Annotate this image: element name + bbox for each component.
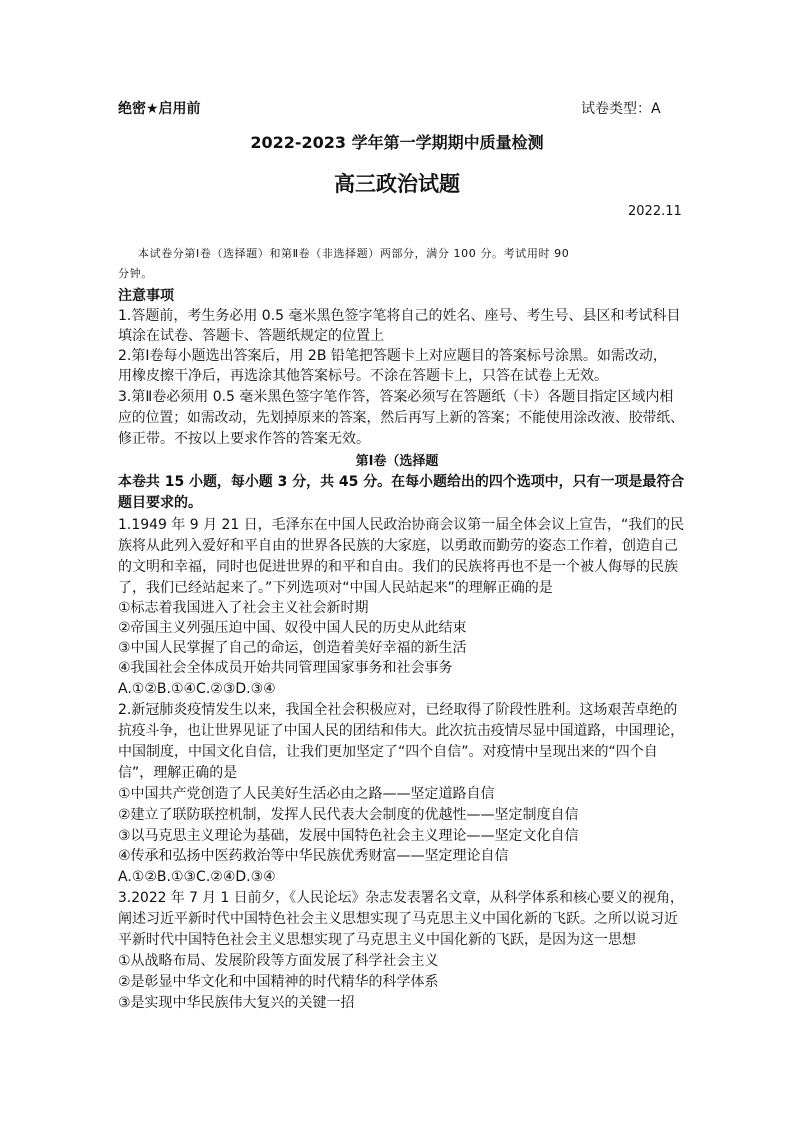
subject-title: 高三政治试题 [334, 172, 460, 196]
notice-line: 3.第Ⅱ卷必须用 0.5 毫米黑色签字笔作答，答案必须写在答题纸（卡）各题目指定区域内相 [118, 389, 674, 405]
notice-line: 2.第Ⅰ卷每小题选出答案后，用 2B 铅笔把答题卡上对应题目的答案标号涂黑。如需改动， [118, 348, 667, 364]
option-line: ④传承和弘扬中医药救治等中华民族优秀财富——坚定理论自信 [118, 848, 509, 864]
section-instruction: 题目要求的。 [118, 495, 202, 511]
question-stem-line: 2.新冠肺炎疫情发生以来，我国全社会积极应对，已经取得了阶段性胜利。这场艰苦卓绝的 [118, 702, 678, 718]
option-line: ③以马克思主义理论为基础，发展中国特色社会主义理论——坚定文化自信 [118, 828, 579, 844]
question-stem-line: 1.1949 年 9 月 21 日，毛泽东在中国人民政治协商会议第一届全体会议上宣告，“我们的民 [118, 517, 685, 533]
notice-line: 修正带。不按以上要求作答的答案无效。 [118, 431, 370, 447]
option-line: ②建立了联防联控机制，发挥人民代表大会制度的优越性——坚定制度自信 [118, 807, 579, 823]
option-line: ②是彰显中华文化和中国精神的时代精华的科学体系 [118, 974, 439, 990]
notice-line: 1.答题前，考生务必用 0.5 毫米黑色签字笔将自己的姓名、座号、考生号、县区和考试科目 [118, 308, 681, 324]
option-line: ①标志着我国进入了社会主义社会新时期 [118, 600, 369, 616]
question-stem-line: 3.2022 年 7 月 1 日前夕，《人民论坛》杂志发表署名文章，从科学体系和核心要义的视角， [118, 890, 684, 906]
question-stem-line: 抗疫斗争，也让世界见证了中国人民的团结和伟大。此次抗击疫情尽显中国道路，中国理论， [118, 723, 684, 739]
question-stem-line: 信”，理解正确的是 [118, 765, 238, 781]
option-line: ①中国共产党创造了人民美好生活必由之路——坚定道路自信 [118, 786, 495, 802]
section-instruction: 本卷共 15 小题，每小题 3 分，共 45 分。在每小题给出的四个选项中，只有一项是最符合 [118, 474, 685, 490]
notice-line: 用橡皮擦干净后，再选涂其他答案标号。不涂在答题卡上，只答在试卷上无效。 [118, 368, 608, 384]
answer-choices: A.①②B.①④C.②③D.③④ [118, 681, 276, 697]
notice-line: 应的位置；如需改动，先划掉原来的答案，然后再写上新的答案；不能使用涂改液、胶带纸、 [118, 410, 684, 426]
question-stem-line: 的文明和幸福，同时也促进世界的和平和自由。我们的民族将再也不是一个被人侮辱的民族 [118, 559, 678, 575]
confidential-label: 绝密★启用前 [118, 101, 201, 117]
question-stem-line: 平新时代中国特色社会主义思想实现了马克思主义中国化新的飞跃，是因为这一思想 [118, 932, 636, 948]
question-stem-line: 了，我们已经站起来了。”下列选项对“中国人民站起来”的理解正确的是 [118, 580, 553, 596]
answer-choices: A.①②B.①③C.②④D.③④ [118, 869, 276, 885]
option-line: ②帝国主义列强压迫中国、奴役中国人民的历史从此结束 [118, 620, 467, 636]
exam-date: 2022.11 [628, 204, 682, 219]
exam-title: 2022-2023 学年第一学期期中质量检测 [250, 133, 544, 152]
option-line: ④我国社会全体成员开始共同管理国家事务和社会事务 [118, 660, 453, 676]
section-title: 第Ⅰ卷（选择题 [355, 454, 439, 469]
option-line: ③中国人民掌握了自己的命运，创造着美好幸福的新生活 [118, 640, 467, 656]
question-stem-line: 族将从此列入爱好和平自由的世界各民族的大家庭，以勇敢而勤劳的姿态工作着，创造自己 [118, 538, 678, 554]
question-stem-line: 中国制度，中国文化自信，让我们更加坚定了“四个自信”。对疫情中呈现出来的“四个自 [118, 744, 658, 760]
intro-line: 本试卷分第Ⅰ卷（选择题）和第Ⅱ卷（非选择题）两部分，满分 100 分。考试用时 90 [138, 247, 570, 260]
notice-line: 填涂在试卷、答题卡、答题纸规定的位置上 [118, 328, 384, 344]
option-line: ①从战略布局、发展阶段等方面发展了科学社会主义 [118, 953, 439, 969]
intro-line: 分钟。 [118, 267, 153, 280]
option-line: ③是实现中华民族伟大复兴的关键一招 [118, 995, 355, 1011]
notice-heading: 注意事项 [118, 288, 174, 304]
paper-type-label: 试卷类型：A [581, 101, 661, 117]
question-stem-line: 阐述习近平新时代中国特色社会主义思想实现了马克思主义中国化新的飞跃。之所以说习近 [118, 911, 678, 927]
